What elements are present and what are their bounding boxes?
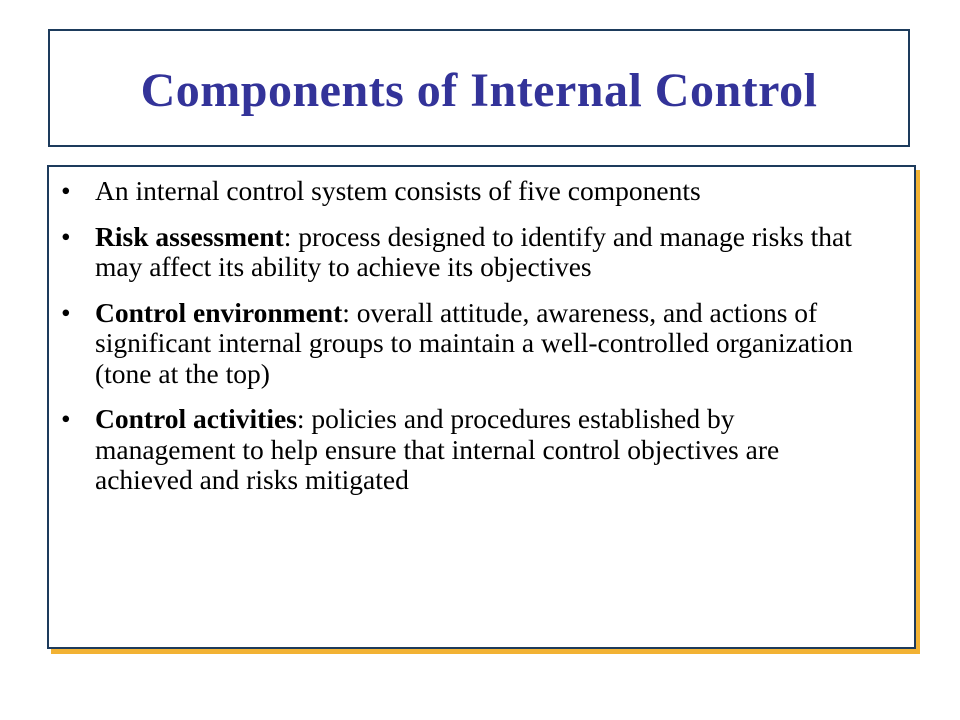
bullet-item-intro	[61, 176, 881, 207]
bullet-icon: •	[61, 220, 71, 252]
bullet-item-risk-assessment	[61, 222, 881, 283]
bullet-separator: :	[342, 296, 350, 328]
bullet-separator: :	[296, 403, 305, 434]
bullet-text: overall attitude, awareness, and actions of significant internal groups to maintain a well-controlled organization (tone at the top)	[95, 296, 853, 389]
title-box	[48, 29, 910, 147]
bullet-text: process designed to identify and manage risks that may affect its ability to achieve its objectives	[95, 220, 852, 282]
bullet-item-control-activities	[61, 404, 881, 496]
bullet-list	[61, 176, 881, 511]
bullet-icon: •	[61, 296, 71, 328]
bullet-item-control-environment	[61, 298, 881, 390]
bullet-term: Control environment	[95, 296, 343, 328]
bullet-text: An internal control system consists of five components	[95, 175, 701, 206]
bullet-term: Risk assessment	[95, 220, 284, 252]
bullet-term: Control activities	[95, 403, 297, 434]
bullet-text: policies and procedures established by management to help ensure that internal control objectives are achieved and risks mitigated	[95, 403, 780, 495]
content-box	[47, 165, 916, 649]
slide-title: Components of Internal Control	[140, 63, 818, 117]
bullet-separator: :	[283, 220, 292, 252]
bullet-icon: •	[61, 175, 71, 206]
bullet-icon: •	[61, 403, 71, 434]
